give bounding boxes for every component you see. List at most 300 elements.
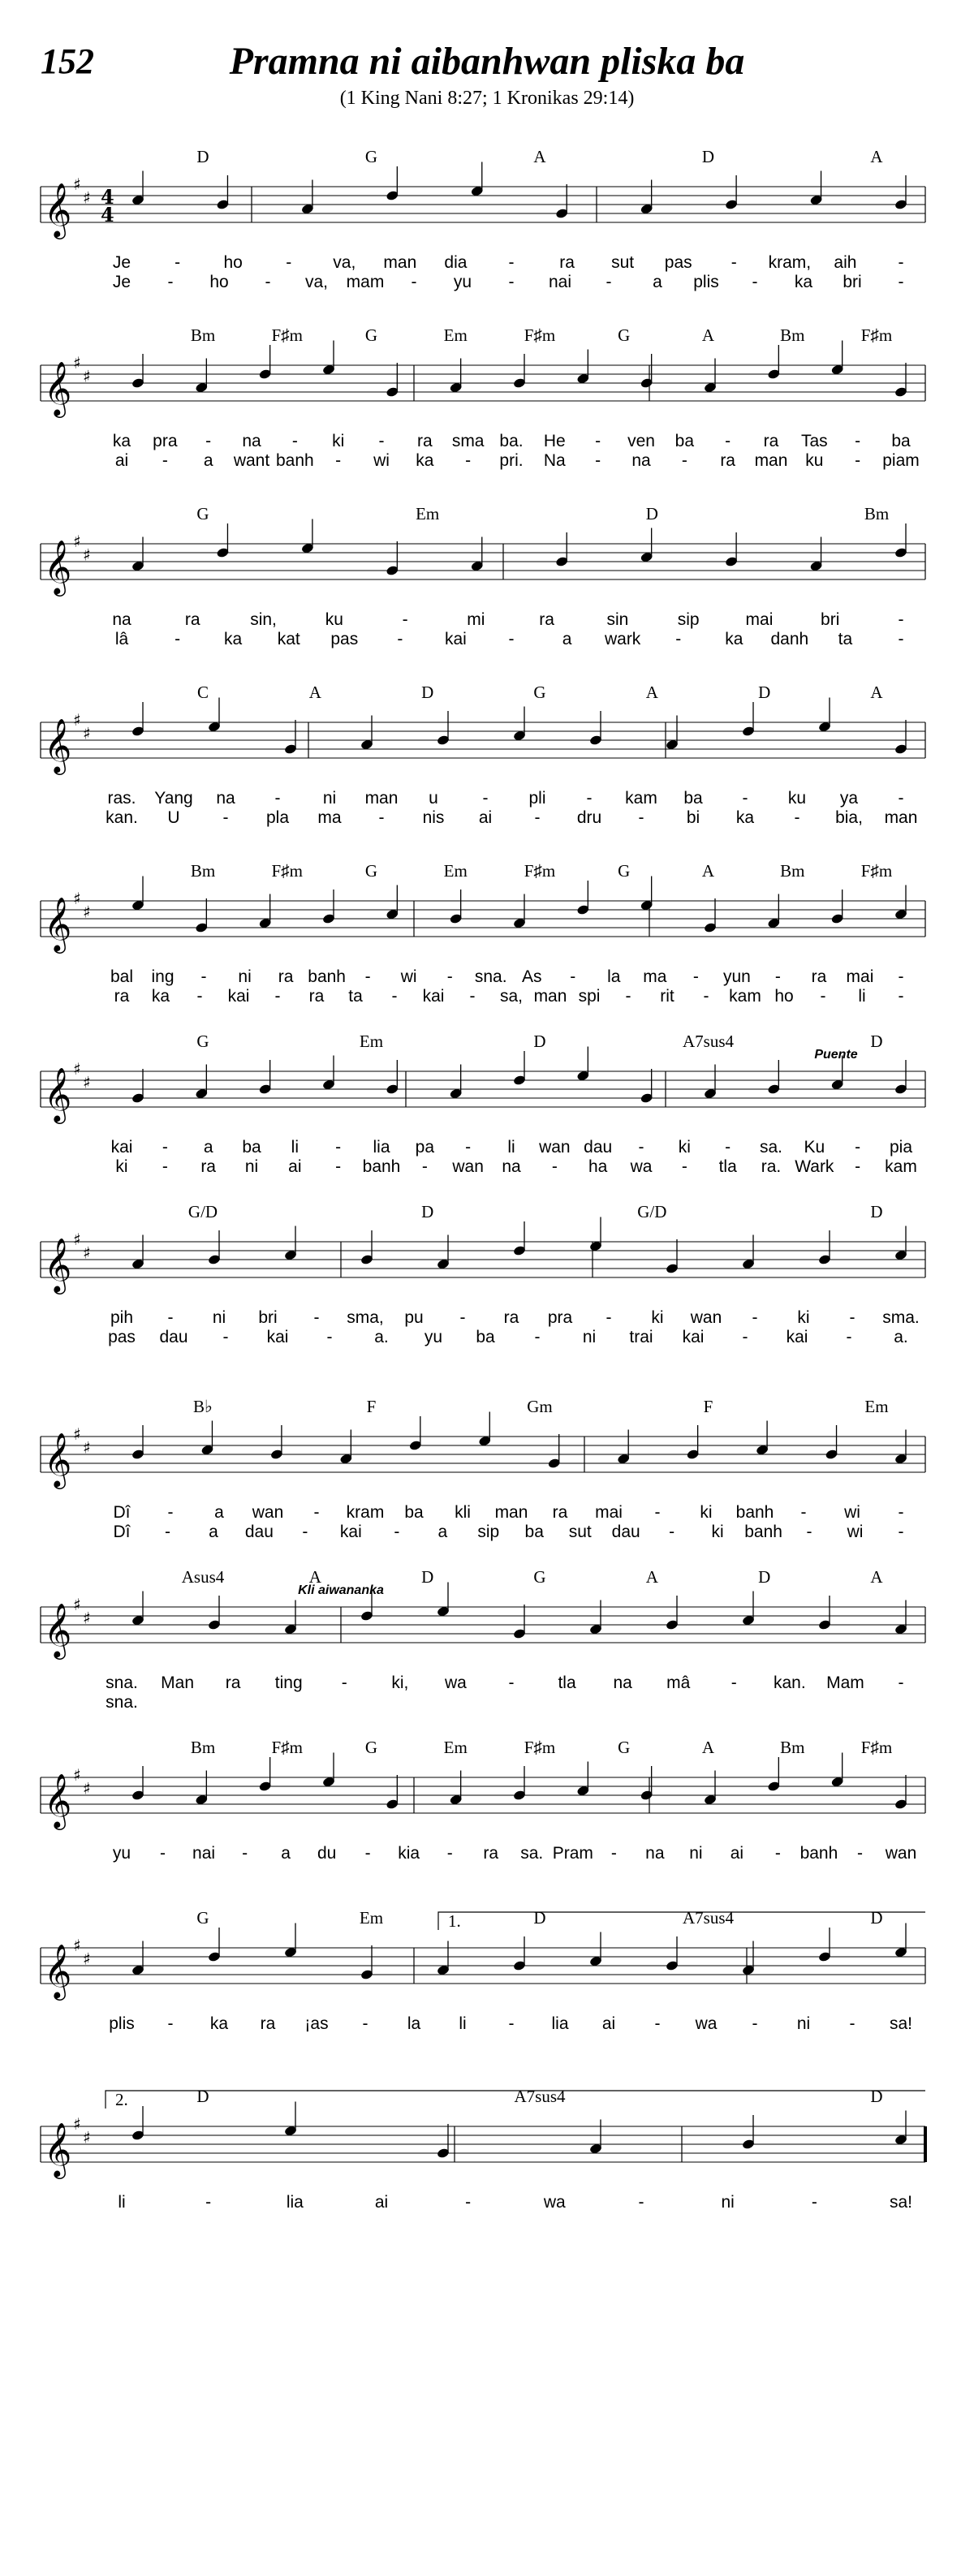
chord-symbol: A: [870, 683, 883, 702]
lyric-verse-1: ki,: [391, 1674, 409, 1692]
lyric-verse-1: Pram: [552, 1844, 593, 1863]
lyric-verse-1: Je: [112, 253, 131, 272]
lyric-verse-2: -: [855, 451, 861, 470]
lyric-verse-2: dau: [244, 1523, 274, 1541]
lyric-verse-1: mi: [467, 610, 485, 629]
lyric-verse-1: -: [898, 253, 904, 272]
chord-symbol: F: [703, 1397, 713, 1416]
lyric-verse-1: sma,: [347, 1308, 384, 1327]
lyric-verse-2: ka: [725, 630, 743, 648]
chord-symbol: Bm: [780, 861, 805, 881]
lyric-verse-1: -: [508, 1674, 515, 1692]
lyric-verse-1: pia: [889, 1138, 913, 1157]
chord-symbol: F♯m: [860, 325, 893, 345]
treble-clef-icon: 𝄞: [44, 1432, 72, 1487]
lyric-verse-1: la: [607, 967, 621, 986]
sharp-icon: ♯: [73, 1059, 81, 1079]
lyric-verse-1: nai: [192, 1844, 216, 1863]
treble-clef-icon: 𝄞: [44, 1066, 72, 1122]
lyric-verse-2: -: [855, 1157, 861, 1176]
lyric-verse-1: ai: [601, 2014, 616, 2033]
lyric-verse-2: ra: [200, 1157, 217, 1176]
lyric-verse-2: -: [421, 1157, 428, 1176]
chord-symbol: D: [870, 2087, 883, 2106]
lyric-verse-2: nis: [422, 808, 445, 827]
lyric-verse-2: ai: [114, 451, 129, 470]
chord-symbol: F♯m: [524, 861, 556, 881]
lyric-verse-1: Ku: [804, 1138, 825, 1157]
lyric-verse-1: ba.: [499, 432, 524, 450]
lyric-verse-1: sa.: [759, 1138, 783, 1157]
lyric-verse-2: wi: [847, 1523, 864, 1541]
lyric-verse-2: -: [806, 1523, 812, 1541]
lyric-verse-1: ra: [539, 610, 554, 629]
lyric-verse-1: ki: [700, 1503, 713, 1522]
chord-symbol: D: [196, 2087, 209, 2106]
lyric-verse-2: man: [884, 808, 918, 827]
lyric-verse-2: U: [167, 808, 180, 827]
lyric-verse-2: -: [378, 808, 385, 827]
lyric-verse-1: ka: [209, 2014, 229, 2033]
chord-symbol: Em: [359, 1908, 384, 1928]
chord-symbol: Bm: [190, 861, 216, 881]
chord-symbol: D: [758, 1567, 771, 1587]
lyric-verse-1: -: [242, 1844, 248, 1863]
lyric-verse-2: kai: [786, 1328, 808, 1346]
lyric-verse-1: ing: [151, 967, 175, 986]
lyric-verse-2: -: [196, 987, 203, 1006]
lyric-verse-2: pla: [265, 808, 290, 827]
lyric-verse-2: pas: [108, 1328, 136, 1346]
lyric-verse-1: yun: [722, 967, 751, 986]
lyric-verse-2: na: [631, 451, 651, 470]
lyric-verse-1: sna.: [474, 967, 507, 986]
lyric-verse-2: ka: [735, 808, 755, 827]
lyric-verse-2: kai: [422, 987, 445, 1006]
chord-symbol: Bm: [190, 1738, 216, 1757]
lyric-verse-2: ai: [288, 1157, 302, 1176]
lyric-verse-2: wi: [373, 451, 390, 470]
lyric-verse-1: na: [645, 1844, 665, 1863]
lyric-verse-1: He: [543, 432, 566, 450]
lyric-verse-2: kan.: [106, 808, 138, 827]
lyric-verse-1: ra: [552, 1503, 568, 1522]
lyric-verse-2: ta: [838, 630, 853, 648]
chord-symbol: A: [308, 1567, 321, 1587]
lyric-verse-1: ni: [721, 2193, 735, 2212]
lyric-verse-1: ra: [225, 1674, 241, 1692]
lyric-verse-1: ki: [678, 1138, 691, 1157]
lyric-verse-2: a: [203, 451, 213, 470]
sharp-icon: ♯: [73, 1595, 81, 1614]
lyric-verse-2: banh: [275, 451, 314, 470]
sharp-icon: ♯: [73, 532, 81, 551]
lyric-verse-2: wan: [452, 1157, 484, 1176]
chord-symbol: B♭: [193, 1397, 213, 1416]
chord-symbol: Asus4: [181, 1567, 225, 1587]
lyric-verse-1: -: [638, 1138, 644, 1157]
lyric-verse-1: -: [898, 1503, 904, 1522]
lyric-verse-2: ni: [244, 1157, 259, 1176]
lyric-verse-1: sma.: [882, 1308, 920, 1327]
lyric-verse-1: -: [364, 967, 371, 986]
lyric-verse-1: -: [286, 253, 292, 272]
lyric-verse-2: ki: [115, 1157, 128, 1176]
lyric-verse-2: dau: [159, 1328, 188, 1346]
lyric-verse-1: li: [459, 2014, 467, 2033]
lyric-verse-1: ni: [796, 2014, 811, 2033]
lyric-verse-1: ka: [112, 432, 131, 450]
lyric-verse-1: -: [856, 1844, 863, 1863]
lyric-verse-2: -: [675, 630, 682, 648]
lyric-verse-1: -: [774, 1844, 781, 1863]
lyric-verse-1: -: [849, 1308, 855, 1327]
hymn-number: 152: [41, 41, 94, 81]
lyric-verse-1: Man: [161, 1674, 195, 1692]
lyric-verse-2: -: [162, 1157, 168, 1176]
lyric-verse-1: bri: [258, 1308, 278, 1327]
lyric-verse-1: la: [407, 2014, 421, 2033]
lyric-verse-1: sa.: [520, 1844, 544, 1863]
lyric-verse-1: -: [586, 789, 593, 808]
lyric-verse-2: -: [820, 987, 826, 1006]
lyric-verse-2: kai: [682, 1328, 705, 1346]
chord-symbol: G: [618, 325, 631, 345]
sharp-icon: ♯: [83, 1072, 91, 1092]
lyric-verse-1: -: [446, 1844, 453, 1863]
lyric-verse-1: wi: [844, 1503, 860, 1522]
lyric-verse-1: -: [465, 1138, 472, 1157]
lyric-verse-1: pih: [110, 1308, 134, 1327]
chord-symbol: D: [533, 1032, 546, 1051]
lyric-verse-1: -: [274, 789, 281, 808]
lyric-verse-2: dau: [611, 1523, 640, 1541]
lyric-verse-1: banh: [308, 967, 346, 986]
lyric-verse-1: -: [692, 967, 699, 986]
lyric-verse-2: tla: [718, 1157, 737, 1176]
lyric-verse-2: a.: [894, 1328, 908, 1346]
lyric-verse-2: kat: [277, 630, 300, 648]
rehearsal-mark: Kli aiwananka: [298, 1583, 384, 1597]
lyric-verse-1: sin,: [250, 610, 277, 629]
lyric-verse-2: rit: [660, 987, 674, 1006]
sharp-icon: ♯: [83, 2127, 91, 2147]
chord-symbol: A: [870, 1567, 883, 1587]
lyric-verse-1: ra: [483, 1844, 499, 1863]
lyric-verse-1: ¡as: [304, 2014, 329, 2033]
lyric-verse-1: sut: [611, 253, 635, 272]
chord-symbol: Em: [416, 504, 440, 523]
lyric-verse-1: man: [383, 253, 417, 272]
lyric-verse-1: ku: [325, 610, 343, 629]
lyric-verse-1: wan: [690, 1308, 722, 1327]
lyric-verse-1: wa: [444, 1674, 467, 1692]
lyric-verse-1: pas: [664, 253, 692, 272]
lyric-verse-1: -: [162, 1138, 168, 1157]
chord-symbol: Em: [864, 1397, 889, 1416]
lyric-verse-1: -: [205, 2193, 212, 2212]
lyric-verse-1: -: [313, 1308, 320, 1327]
lyric-verse-2: lâ: [114, 630, 129, 648]
lyric-verse-2: dru: [576, 808, 602, 827]
lyric-verse-2: kai: [266, 1328, 289, 1346]
chord-symbol: Em: [443, 861, 468, 881]
treble-clef-icon: 𝄞: [44, 896, 72, 951]
lyric-verse-1: ki: [797, 1308, 810, 1327]
lyric-verse-2: -: [265, 273, 271, 291]
lyric-verse-1: -: [898, 610, 904, 629]
lyric-verse-2: kam: [729, 987, 761, 1006]
volta-number: 2.: [115, 2090, 128, 2109]
lyric-verse-1: wa: [543, 2193, 566, 2212]
chord-symbol: D: [196, 147, 209, 166]
lyric-verse-1: li: [291, 1138, 300, 1157]
lyric-verse-1: kli: [455, 1503, 471, 1522]
lyric-verse-1: lia: [551, 2014, 569, 2033]
chord-symbol: D: [870, 1202, 883, 1221]
chord-symbol: A: [645, 1567, 658, 1587]
sharp-icon: ♯: [73, 174, 81, 194]
lyric-verse-2: ra: [720, 451, 736, 470]
lyric-verse-1: kai: [110, 1138, 133, 1157]
lyric-verse-1: -: [800, 1503, 807, 1522]
lyric-verse-1: -: [341, 1674, 347, 1692]
lyric-verse-2: Je: [112, 273, 131, 291]
chord-symbol: F♯m: [271, 1738, 304, 1757]
chord-symbol: G: [533, 683, 546, 702]
lyric-verse-1: mai: [595, 1503, 623, 1522]
lyric-verse-2: -: [167, 273, 174, 291]
lyric-verse-2: -: [638, 808, 644, 827]
lyric-verse-1: -: [730, 253, 737, 272]
lyric-verse-2: ra: [114, 987, 130, 1006]
lyric-verse-2: bri: [843, 273, 862, 291]
lyric-verse-1: man: [494, 1503, 528, 1522]
lyric-verse-2: bi: [686, 808, 700, 827]
lyric-verse-2: -: [898, 273, 904, 291]
lyric-verse-2: -: [534, 1328, 541, 1346]
lyric-verse-2: man: [533, 987, 567, 1006]
hymn-title: Pramna ni aibanhwan pliska ba: [229, 40, 745, 83]
sharp-icon: ♯: [83, 1243, 91, 1263]
treble-clef-icon: 𝄞: [44, 1237, 72, 1292]
sharp-icon: ♯: [73, 1936, 81, 1955]
chord-symbol: F: [366, 1397, 377, 1416]
treble-clef-icon: 𝄞: [44, 539, 72, 594]
lyric-verse-2: -: [508, 630, 515, 648]
lyric-verse-2: piam: [882, 451, 920, 470]
lyric-verse-2: -: [551, 1157, 558, 1176]
chord-symbol: Em: [443, 1738, 468, 1757]
lyric-verse-1: -: [606, 1308, 612, 1327]
lyric-verse-2: kai: [339, 1523, 362, 1541]
chord-symbol: F♯m: [524, 325, 556, 345]
lyric-verse-2: va,: [304, 273, 329, 291]
lyric-verse-1: plis: [109, 2014, 135, 2033]
lyric-verse-2: na: [502, 1157, 521, 1176]
lyric-verse-1: -: [811, 2193, 817, 2212]
lyric-verse-1: -: [175, 253, 181, 272]
lyric-verse-1: a: [281, 1844, 291, 1863]
lyric-verse-1: ki: [651, 1308, 664, 1327]
lyric-verse-1: mai: [846, 967, 874, 986]
time-signature: 4: [101, 185, 114, 209]
lyric-verse-1: sip: [677, 610, 700, 629]
lyric-verse-1: ra: [763, 432, 779, 450]
lyric-verse-2: yu: [453, 273, 472, 291]
chord-symbol: G: [364, 861, 378, 881]
lyric-verse-2: yu: [424, 1328, 443, 1346]
lyric-verse-2: Dî: [113, 1523, 131, 1541]
lyric-verse-1: wa: [695, 2014, 718, 2033]
lyric-verse-1: bri: [821, 610, 840, 629]
lyric-verse-1: lia: [373, 1138, 390, 1157]
lyric-verse-2: -: [898, 630, 904, 648]
sharp-icon: ♯: [83, 1778, 91, 1798]
lyric-verse-1: wan: [885, 1844, 917, 1863]
lyric-verse-1: a: [203, 1138, 213, 1157]
treble-clef-icon: 𝄞: [44, 182, 72, 237]
lyric-verse-1: du: [317, 1844, 337, 1863]
sharp-icon: ♯: [83, 187, 91, 208]
lyric-verse-2: ba: [476, 1328, 495, 1346]
sharp-icon: ♯: [83, 1949, 91, 1969]
lyric-verse-2: -: [465, 451, 472, 470]
lyric-verse-1: li: [507, 1138, 515, 1157]
lyric-verse-2: -: [164, 1523, 170, 1541]
lyric-verse-2: ha: [588, 1157, 608, 1176]
lyric-verse-1: -: [465, 2193, 472, 2212]
lyric-verse-2: mam: [346, 273, 385, 291]
chord-symbol: A: [533, 147, 546, 166]
sharp-icon: ♯: [83, 902, 91, 922]
lyric-verse-1: va,: [333, 253, 356, 272]
sharp-icon: ♯: [73, 2114, 81, 2134]
chord-symbol: A7sus4: [682, 1908, 735, 1928]
chord-symbol: Bm: [190, 325, 216, 345]
lyric-verse-1: dia: [444, 253, 468, 272]
lyric-verse-1: -: [167, 1308, 174, 1327]
lyric-verse-1: na: [112, 610, 131, 629]
lyric-verse-1: pa: [415, 1138, 435, 1157]
lyric-verse-1: wan: [539, 1138, 571, 1157]
lyric-verse-1: kram,: [768, 253, 812, 272]
chord-symbol: G: [618, 861, 631, 881]
chord-symbol: G: [364, 325, 378, 345]
lyric-verse-1: pra: [153, 432, 178, 450]
lyric-verse-1: ven: [627, 432, 655, 450]
lyric-verse-2: want: [233, 451, 270, 470]
lyric-verse-1: ting: [274, 1674, 303, 1692]
lyric-verse-1: -: [508, 253, 515, 272]
lyric-verse-1: ba: [242, 1138, 261, 1157]
treble-clef-icon: 𝄞: [44, 2122, 72, 2177]
chord-symbol: G: [533, 1567, 546, 1587]
lyric-verse-2: danh: [770, 630, 809, 648]
lyric-verse-2: a: [653, 273, 662, 291]
lyric-verse-1: li: [118, 2193, 126, 2212]
lyric-verse-1: -: [898, 789, 904, 808]
chord-symbol: F♯m: [860, 861, 893, 881]
sharp-icon: ♯: [83, 1437, 91, 1458]
lyric-verse-2: -: [681, 1157, 687, 1176]
lyric-verse-1: -: [638, 2193, 644, 2212]
lyric-verse-2: ni: [582, 1328, 597, 1346]
lyric-verse-2: -: [742, 1328, 748, 1346]
lyric-verse-2: kai: [227, 987, 250, 1006]
lyric-verse-1: ra: [416, 432, 433, 450]
lyric-verse-2: banh: [362, 1157, 401, 1176]
lyric-verse-2: a: [562, 630, 572, 648]
lyric-verse-2: ai: [478, 808, 493, 827]
lyric-verse-2: li: [858, 987, 866, 1006]
lyric-verse-1: kam: [625, 789, 657, 808]
lyric-verse-1: -: [595, 432, 601, 450]
lyric-verse-2: Wark: [795, 1157, 834, 1176]
lyric-verse-1: mai: [745, 610, 774, 629]
lyric-verse-1: ma: [643, 967, 667, 986]
chord-symbol: A: [645, 683, 658, 702]
lyric-verse-2: -: [335, 451, 342, 470]
sharp-icon: ♯: [73, 1765, 81, 1785]
lyric-verse-2: Na: [543, 451, 566, 470]
lyric-verse-1: wi: [400, 967, 417, 986]
lyric-verse-2: -: [335, 1157, 342, 1176]
lyric-verse-2: ka: [416, 451, 434, 470]
lyric-verse-1: Tas: [800, 432, 828, 450]
lyric-verse-2: sna.: [106, 1693, 138, 1712]
volta-number: 1.: [448, 1911, 461, 1931]
chord-symbol: G: [364, 147, 378, 166]
lyric-verse-2: pri.: [499, 451, 524, 470]
chord-symbol: D: [870, 1908, 883, 1928]
sharp-icon: ♯: [73, 710, 81, 730]
chord-symbol: D: [701, 147, 715, 166]
lyric-verse-1: -: [205, 432, 212, 450]
lyric-verse-2: -: [302, 1523, 308, 1541]
chord-symbol: D: [421, 1202, 434, 1221]
lyric-verse-1: -: [752, 2014, 758, 2033]
lyric-verse-2: -: [394, 1523, 400, 1541]
lyric-verse-1: kram: [346, 1503, 385, 1522]
lyric-verse-2: kam: [885, 1157, 917, 1176]
lyric-verse-1: -: [725, 432, 731, 450]
lyric-verse-1: -: [459, 1308, 466, 1327]
lyric-verse-1: kan.: [774, 1674, 806, 1692]
chord-symbol: D: [645, 504, 658, 523]
lyric-verse-2: -: [534, 808, 541, 827]
lyric-verse-1: sin: [606, 610, 629, 629]
lyric-verse-1: -: [364, 1844, 371, 1863]
lyric-verse-1: ni: [322, 789, 337, 808]
sharp-icon: ♯: [83, 723, 91, 743]
lyric-verse-1: ra: [811, 967, 827, 986]
lyric-verse-1: -: [200, 967, 207, 986]
lyric-verse-2: ho: [774, 987, 794, 1006]
chord-symbol: F♯m: [860, 1738, 893, 1757]
lyric-verse-1: ho: [223, 253, 243, 272]
chord-symbol: D: [758, 683, 771, 702]
lyric-verse-1: ai: [730, 1844, 744, 1863]
lyric-verse-2: banh: [744, 1523, 782, 1541]
lyric-verse-2: ba: [524, 1523, 544, 1541]
chord-symbol: Bm: [780, 325, 805, 345]
chord-symbol: Em: [359, 1032, 384, 1051]
chord-symbol: G: [364, 1738, 378, 1757]
chord-symbol: A: [701, 325, 715, 345]
lyric-verse-1: kia: [398, 1844, 420, 1863]
sharp-icon: ♯: [83, 1608, 91, 1628]
